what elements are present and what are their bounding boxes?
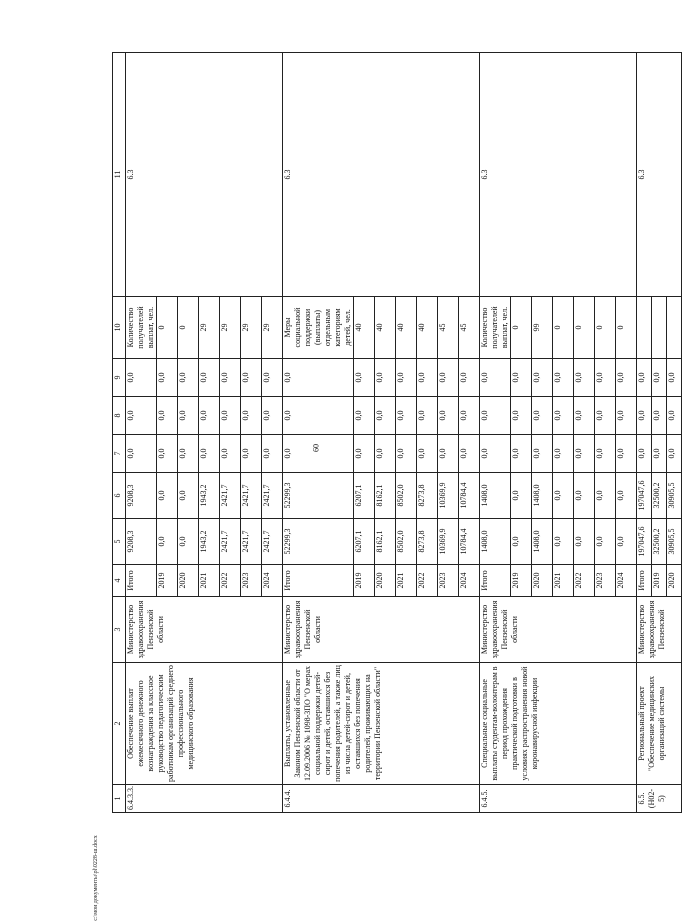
indicator-value-cell: 40: [396, 297, 417, 359]
value-cell: 0,0: [532, 435, 553, 473]
value-cell: 0,0: [595, 397, 616, 435]
value-cell: 0,0: [417, 397, 438, 435]
value-cell: 0,0: [652, 435, 667, 473]
value-cell: 0,0: [637, 397, 652, 435]
document-path-footer: c:\мои документы\pl\0228-ш.docx: [93, 835, 99, 921]
value-cell: 6207,1: [354, 473, 375, 519]
item-number-cell: 6.5. (Н02-5): [637, 785, 682, 813]
value-cell: 0,0: [438, 435, 459, 473]
value-cell: 0,0: [652, 397, 667, 435]
value-cell: 1408,0: [532, 473, 553, 519]
indicator-cell: [637, 297, 652, 359]
value-cell: 0,0: [283, 435, 354, 473]
value-cell: 0,0: [574, 359, 595, 397]
executor-cell: Министерство здравоохранения Пензенской области: [126, 597, 283, 663]
year-cell: 2019: [652, 565, 667, 597]
value-cell: 0,0: [511, 397, 532, 435]
value-cell: 52299,3: [283, 473, 354, 519]
value-cell: 0,0: [532, 397, 553, 435]
year-cell: 2022: [574, 565, 595, 597]
value-cell: 0,0: [459, 359, 480, 397]
table-row: [637, 53, 652, 813]
indicator-value-cell: 40: [417, 297, 438, 359]
value-cell: 0,0: [595, 435, 616, 473]
page-number: 60: [311, 444, 321, 452]
value-cell: 0,0: [178, 519, 199, 565]
value-cell: 0,0: [667, 435, 682, 473]
value-cell: 10784,4: [459, 519, 480, 565]
value-cell: 10784,4: [459, 473, 480, 519]
value-cell: 0,0: [553, 519, 574, 565]
header-cell: 4: [113, 565, 126, 597]
value-cell: 0,0: [574, 435, 595, 473]
value-cell: 0,0: [178, 473, 199, 519]
year-cell: 2021: [553, 565, 574, 597]
executor-cell: Министерство здравоохранения Пензенской: [637, 597, 682, 663]
value-cell: 0,0: [553, 435, 574, 473]
value-cell: 0,0: [375, 435, 396, 473]
value-cell: 197047,6: [637, 519, 652, 565]
value-cell: 0,0: [616, 435, 637, 473]
value-cell: 0,0: [354, 435, 375, 473]
indicator-value-cell: 0: [157, 297, 178, 359]
value-cell: 1408,0: [532, 519, 553, 565]
value-cell: 0,0: [595, 359, 616, 397]
target-code-cell: 6.3: [480, 53, 637, 297]
header-cell: 2: [113, 663, 126, 785]
value-cell: 0,0: [262, 359, 283, 397]
table-row: [283, 53, 354, 813]
executor-cell: Министерство здравоохранения Пензенской области: [480, 597, 637, 663]
value-cell: 52299,3: [283, 519, 354, 565]
value-cell: 1408,0: [480, 473, 511, 519]
value-cell: 0,0: [220, 397, 241, 435]
year-cell: 2024: [616, 565, 637, 597]
value-cell: 0,0: [396, 397, 417, 435]
value-cell: 0,0: [241, 397, 262, 435]
value-cell: 0,0: [178, 397, 199, 435]
value-cell: 30905,5: [667, 473, 682, 519]
value-cell: 0,0: [511, 435, 532, 473]
year-cell: 2023: [241, 565, 262, 597]
year-cell: 2020: [532, 565, 553, 597]
value-cell: 0,0: [354, 359, 375, 397]
value-cell: 32500,2: [652, 473, 667, 519]
value-cell: 0,0: [262, 397, 283, 435]
indicator-value-cell: 0: [553, 297, 574, 359]
header-cell: 8: [113, 397, 126, 435]
indicator-value-cell: 0: [511, 297, 532, 359]
value-cell: 0,0: [283, 397, 354, 435]
value-cell: 2421,7: [262, 519, 283, 565]
indicator-cell: Количество получателей выплат, чел.: [480, 297, 511, 359]
value-cell: 0,0: [126, 359, 157, 397]
value-cell: 0,0: [396, 359, 417, 397]
value-cell: 0,0: [178, 359, 199, 397]
indicator-value-cell: 40: [354, 297, 375, 359]
value-cell: 0,0: [157, 473, 178, 519]
value-cell: 0,0: [375, 359, 396, 397]
value-cell: 0,0: [354, 397, 375, 435]
year-cell: 2019: [157, 565, 178, 597]
value-cell: 0,0: [511, 519, 532, 565]
year-cell: 2020: [178, 565, 199, 597]
value-cell: 0,0: [553, 397, 574, 435]
value-cell: 32500,2: [652, 519, 667, 565]
value-cell: 9208,3: [126, 473, 157, 519]
value-cell: 0,0: [637, 435, 652, 473]
year-cell: 2022: [417, 565, 438, 597]
value-cell: 6207,1: [354, 519, 375, 565]
value-cell: 0,0: [574, 397, 595, 435]
header-cell: 7: [113, 435, 126, 473]
indicator-value-cell: 29: [220, 297, 241, 359]
target-code-cell: 6.3: [637, 53, 682, 297]
value-cell: 10369,9: [438, 473, 459, 519]
indicator-value-cell: [667, 297, 682, 359]
indicator-value-cell: 99: [532, 297, 553, 359]
indicator-value-cell: 29: [199, 297, 220, 359]
header-cell: 1: [113, 785, 126, 813]
value-cell: 8162,1: [375, 473, 396, 519]
value-cell: 0,0: [417, 359, 438, 397]
value-cell: 0,0: [157, 435, 178, 473]
value-cell: 0,0: [574, 519, 595, 565]
value-cell: 197047,6: [637, 473, 652, 519]
value-cell: 0,0: [480, 397, 511, 435]
value-cell: 8502,0: [396, 473, 417, 519]
indicator-value-cell: 45: [459, 297, 480, 359]
value-cell: 0,0: [595, 473, 616, 519]
value-cell: 1943,2: [199, 473, 220, 519]
year-cell: 2021: [396, 565, 417, 597]
value-cell: 0,0: [595, 519, 616, 565]
value-cell: 8273,8: [417, 519, 438, 565]
value-cell: 0,0: [652, 359, 667, 397]
indicator-value-cell: 0: [178, 297, 199, 359]
indicator-value-cell: 29: [241, 297, 262, 359]
value-cell: 0,0: [126, 435, 157, 473]
indicator-cell: Количество получателей выплат, чел.: [126, 297, 157, 359]
indicator-value-cell: 0: [574, 297, 595, 359]
item-number-cell: 6.4.5.: [480, 785, 637, 813]
value-cell: 0,0: [616, 519, 637, 565]
value-cell: 0,0: [375, 397, 396, 435]
header-cell: 9: [113, 359, 126, 397]
value-cell: 2421,7: [262, 473, 283, 519]
value-cell: 0,0: [667, 397, 682, 435]
year-cell: 2023: [438, 565, 459, 597]
value-cell: 0,0: [396, 435, 417, 473]
value-cell: 0,0: [199, 359, 220, 397]
table-row: [126, 53, 157, 813]
value-cell: 0,0: [157, 397, 178, 435]
value-cell: 0,0: [616, 359, 637, 397]
value-cell: 0,0: [178, 435, 199, 473]
indicator-value-cell: [652, 297, 667, 359]
table-row: [480, 53, 511, 813]
value-cell: 0,0: [480, 435, 511, 473]
year-cell: Итого: [637, 565, 652, 597]
value-cell: 1408,0: [480, 519, 511, 565]
value-cell: 0,0: [532, 359, 553, 397]
item-number-cell: 6.4.3.3.: [126, 785, 283, 813]
value-cell: 0,0: [241, 435, 262, 473]
program-table: [112, 52, 682, 813]
value-cell: 0,0: [126, 397, 157, 435]
value-cell: 2421,7: [241, 519, 262, 565]
item-name-cell: Региональный проект "Обеспечение медицинских организаций системы: [637, 663, 682, 785]
value-cell: 0,0: [199, 397, 220, 435]
value-cell: 0,0: [553, 473, 574, 519]
value-cell: 0,0: [459, 397, 480, 435]
value-cell: 0,0: [438, 359, 459, 397]
year-cell: 2023: [595, 565, 616, 597]
value-cell: 0,0: [616, 473, 637, 519]
value-cell: 0,0: [438, 397, 459, 435]
year-cell: Итого: [283, 565, 354, 597]
target-code-cell: 6.3: [283, 53, 480, 297]
header-cell: 5: [113, 519, 126, 565]
header-cell: 3: [113, 597, 126, 663]
value-cell: 30905,5: [667, 519, 682, 565]
value-cell: 0,0: [637, 359, 652, 397]
header-cell: 11: [113, 53, 126, 297]
indicator-value-cell: 45: [438, 297, 459, 359]
table-body: [113, 53, 682, 813]
value-cell: 0,0: [553, 359, 574, 397]
header-cell: 10: [113, 297, 126, 359]
value-cell: 10369,9: [438, 519, 459, 565]
value-cell: 9208,3: [126, 519, 157, 565]
rotated-table-area: [112, 53, 676, 813]
value-cell: 8162,1: [375, 519, 396, 565]
year-cell: 2020: [667, 565, 682, 597]
executor-cell: Министерство здравоохранения Пензенской области: [283, 597, 480, 663]
value-cell: 0,0: [574, 473, 595, 519]
year-cell: Итого: [480, 565, 511, 597]
value-cell: 0,0: [157, 359, 178, 397]
value-cell: 8502,0: [396, 519, 417, 565]
indicator-value-cell: 0: [595, 297, 616, 359]
value-cell: 0,0: [511, 473, 532, 519]
value-cell: 0,0: [667, 359, 682, 397]
header-cell: 6: [113, 473, 126, 519]
value-cell: 2421,7: [241, 473, 262, 519]
value-cell: 0,0: [199, 435, 220, 473]
item-name-cell: Специальные социальные выплаты студентам-волонтерам в период прохождения практической подготовки в условиях распространения новой коронавирусной инфекции: [480, 663, 637, 785]
year-cell: 2020: [375, 565, 396, 597]
item-name-cell: Обеспечение выплат ежемесячного денежного вознаграждения за классное руководство педагогическим работникам организаций среднего профессионального медицинского образования: [126, 663, 283, 785]
indicator-value-cell: 29: [262, 297, 283, 359]
year-cell: 2019: [511, 565, 532, 597]
year-cell: 2022: [220, 565, 241, 597]
value-cell: 0,0: [220, 359, 241, 397]
value-cell: 0,0: [417, 435, 438, 473]
target-code-cell: 6.3: [126, 53, 283, 297]
header-row: [113, 53, 126, 813]
year-cell: 2024: [262, 565, 283, 597]
value-cell: 1943,2: [199, 519, 220, 565]
item-number-cell: 6.4.4.: [283, 785, 480, 813]
year-cell: Итого: [126, 565, 157, 597]
value-cell: 8273,8: [417, 473, 438, 519]
year-cell: 2024: [459, 565, 480, 597]
value-cell: 0,0: [157, 519, 178, 565]
indicator-cell: Меры социальной поддержки (выплаты) отдельным категориям детей, чел.: [283, 297, 354, 359]
value-cell: 0,0: [262, 435, 283, 473]
year-cell: 2019: [354, 565, 375, 597]
value-cell: 0,0: [283, 359, 354, 397]
value-cell: 0,0: [480, 359, 511, 397]
indicator-value-cell: 40: [375, 297, 396, 359]
value-cell: 2421,7: [220, 519, 241, 565]
year-cell: 2021: [199, 565, 220, 597]
value-cell: 0,0: [241, 359, 262, 397]
item-name-cell: Выплаты, установленные Законом Пензенской области от 12.09.2006 № 1098-ЗПО "О мерах социальной поддержки детей-сирот и детей, оставшихся без попечения родителей, а также лиц из числа детей-сирот и детей, оставшихся без попечения родителей, проживающих на территории Пензенской области": [283, 663, 480, 785]
value-cell: 0,0: [511, 359, 532, 397]
value-cell: 0,0: [459, 435, 480, 473]
indicator-value-cell: 0: [616, 297, 637, 359]
value-cell: 2421,7: [220, 473, 241, 519]
value-cell: 0,0: [220, 435, 241, 473]
value-cell: 0,0: [616, 397, 637, 435]
